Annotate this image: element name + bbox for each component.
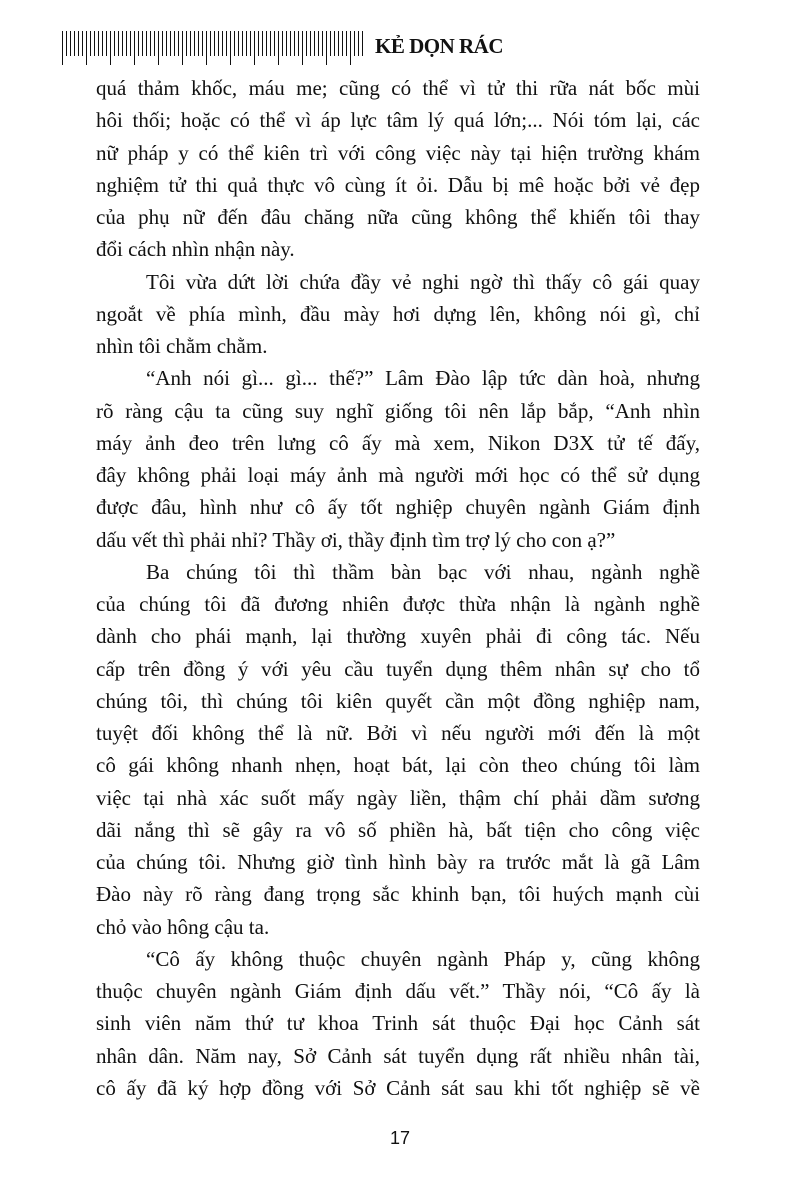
tick-mark — [150, 31, 151, 56]
tick-mark — [94, 31, 95, 56]
page-number: 17 — [389, 1128, 411, 1148]
text-line: dấu vết thì phải nhỉ? Thầy ơi, thầy định tìm trợ lý cho con ạ?” — [96, 527, 616, 552]
tick-mark — [322, 31, 323, 56]
tick-mark — [206, 31, 207, 65]
tick-mark — [294, 31, 295, 56]
text-line: việc tại nhà xác suốt mấy ngày liền, thậm chí phải dầm sương — [96, 785, 700, 810]
tick-mark — [70, 31, 71, 56]
text-line: chúng tôi, thì chúng tôi kiên quyết cần một đồng nghiệp nam, — [96, 688, 700, 713]
tick-mark — [306, 31, 307, 56]
tick-mark — [290, 31, 291, 56]
tick-mark — [258, 31, 259, 56]
text-line: hôi thối; hoặc có thể vì áp lực tâm lý quá lớn;... Nói tóm lại, các — [96, 108, 700, 133]
text-line: “Anh nói gì... gì... thế?” Lâm Đào lập tức dàn hoà, nhưng — [146, 366, 700, 391]
tick-mark — [274, 31, 275, 56]
text-line: ngoắt về phía mình, đầu mày hơi dựng lên, không nói gì, chỉ — [96, 301, 700, 326]
tick-mark — [78, 31, 79, 56]
tick-mark — [214, 31, 215, 56]
tick-mark — [338, 31, 339, 56]
tick-mark — [166, 31, 167, 56]
tick-mark — [254, 31, 255, 65]
tick-mark — [362, 31, 363, 56]
tick-mark — [234, 31, 235, 56]
tick-mark — [98, 31, 99, 56]
text-line: dành cho phái mạnh, lại thường xuyên phải đi công tác. Nếu — [96, 624, 700, 649]
tick-mark — [342, 31, 343, 56]
tick-mark — [318, 31, 319, 56]
tick-mark — [238, 31, 239, 56]
decorative-tick-rule — [62, 31, 367, 67]
text-line: của chúng tôi đã đương nhiên được thừa nhận là ngành nghề — [96, 592, 700, 616]
tick-mark — [262, 31, 263, 56]
tick-mark — [198, 31, 199, 56]
tick-mark — [110, 31, 111, 65]
tick-mark — [186, 31, 187, 56]
tick-mark — [142, 31, 143, 56]
tick-mark — [90, 31, 91, 56]
body-text — [96, 72, 700, 1104]
tick-mark — [202, 31, 203, 56]
tick-mark — [74, 31, 75, 56]
text-line: nhìn tôi chằm chằm. — [96, 334, 268, 358]
tick-mark — [222, 31, 223, 56]
text-line: sinh viên năm thứ tư khoa Trinh sát thuộc Đại học Cảnh sát — [96, 1011, 700, 1036]
paragraph — [96, 556, 700, 943]
tick-mark — [314, 31, 315, 56]
paragraph — [96, 72, 700, 266]
text-line: cấp trên đồng ý với yêu cầu tuyển dụng thêm nhân sự cho tổ — [96, 656, 700, 681]
text-line: Tôi vừa dứt lời chứa đầy vẻ nghi ngờ thì thấy cô gái quay — [146, 269, 700, 294]
text-line: nhân dân. Năm nay, Sở Cảnh sát tuyển dụng rất nhiều nhân tài, — [96, 1043, 700, 1068]
tick-mark — [170, 31, 171, 56]
text-line: của phụ nữ đến đâu chăng nữa cũng không thể khiến tôi thay — [96, 205, 700, 229]
tick-mark — [66, 31, 67, 56]
text-line: đây không phải loại máy ảnh mà người mới học có thể sử dụng — [96, 463, 700, 487]
tick-mark — [298, 31, 299, 56]
tick-mark — [138, 31, 139, 56]
tick-mark — [182, 31, 183, 65]
running-header — [62, 28, 702, 68]
text-line: quá thảm khốc, máu me; cũng có thể vì tử thi rữa nát bốc mùi — [96, 76, 700, 100]
text-line: rõ ràng cậu ta cũng suy nghĩ giống tôi nên lắp bắp, “Anh nhìn — [96, 398, 700, 423]
tick-mark — [114, 31, 115, 56]
text-line: “Cô ấy không thuộc chuyên ngành Pháp y, cũng không — [146, 946, 700, 971]
tick-mark — [286, 31, 287, 56]
tick-mark — [174, 31, 175, 56]
tick-mark — [334, 31, 335, 56]
text-line: cô ấy đã ký hợp đồng với Sở Cảnh sát sau khi tốt nghiệp sẽ về — [96, 1075, 700, 1100]
tick-mark — [194, 31, 195, 56]
tick-mark — [122, 31, 123, 56]
tick-mark — [346, 31, 347, 56]
text-line: chỏ vào hông cậu ta. — [96, 914, 270, 939]
text-line: thuộc chuyên ngành Giám định dấu vết.” Thầy nói, “Cô ấy là — [96, 979, 700, 1003]
tick-mark — [326, 31, 327, 65]
tick-mark — [86, 31, 87, 65]
tick-mark — [330, 31, 331, 56]
tick-mark — [146, 31, 147, 56]
tick-mark — [270, 31, 271, 56]
tick-mark — [246, 31, 247, 56]
running-title: KẺ DỌN RÁC — [375, 34, 504, 58]
tick-mark — [162, 31, 163, 56]
text-line: tuyệt đối không thể là nữ. Bởi vì nếu người mới đến là một — [96, 721, 700, 745]
tick-mark — [226, 31, 227, 56]
paragraph — [96, 943, 700, 1104]
tick-mark — [350, 31, 351, 65]
tick-mark — [102, 31, 103, 56]
tick-mark — [302, 31, 303, 65]
tick-mark — [178, 31, 179, 56]
tick-mark — [278, 31, 279, 65]
tick-mark — [282, 31, 283, 56]
tick-mark — [354, 31, 355, 56]
text-line: đổi cách nhìn nhận này. — [96, 237, 295, 262]
text-line: cô gái không nhanh nhẹn, hoạt bát, lại còn theo chúng tôi làm — [96, 753, 700, 778]
text-line: Ba chúng tôi thì thầm bàn bạc với nhau, ngành nghề — [146, 559, 700, 584]
tick-mark — [82, 31, 83, 56]
tick-mark — [154, 31, 155, 56]
tick-mark — [250, 31, 251, 56]
tick-mark — [134, 31, 135, 65]
text-line: được đâu, hình như cô ấy tốt nghiệp chuyên ngành Giám định — [96, 495, 700, 520]
tick-mark — [62, 31, 63, 65]
tick-mark — [266, 31, 267, 56]
text-line: nghiệm tử thi quả thực vô cùng ít ỏi. Dẫu bị mê hoặc bởi vẻ đẹp — [96, 172, 700, 197]
tick-mark — [118, 31, 119, 56]
tick-mark — [230, 31, 231, 65]
tick-mark — [210, 31, 211, 56]
paragraph — [96, 266, 700, 363]
text-line: dãi nắng thì sẽ gây ra vô số phiền hà, bất tiện cho công việc — [96, 817, 700, 842]
tick-mark — [106, 31, 107, 56]
text-line: nữ pháp y có thể kiên trì với công việc này tại hiện trường khám — [96, 140, 700, 165]
text-line: máy ảnh đeo trên lưng cô ấy mà xem, Nikon D3X tử tế đấy, — [96, 430, 700, 455]
tick-mark — [158, 31, 159, 65]
tick-mark — [242, 31, 243, 56]
tick-mark — [358, 31, 359, 56]
text-line: Đào này rõ ràng đang trọng sắc khinh bạn, tôi huých mạnh cùi — [96, 882, 700, 907]
tick-mark — [130, 31, 131, 56]
text-line: của chúng tôi. Nhưng giờ tình hình bày ra trước mắt là gã Lâm — [96, 850, 700, 874]
tick-mark — [126, 31, 127, 56]
tick-mark — [218, 31, 219, 56]
tick-mark — [310, 31, 311, 56]
tick-mark — [190, 31, 191, 56]
paragraph — [96, 362, 700, 556]
